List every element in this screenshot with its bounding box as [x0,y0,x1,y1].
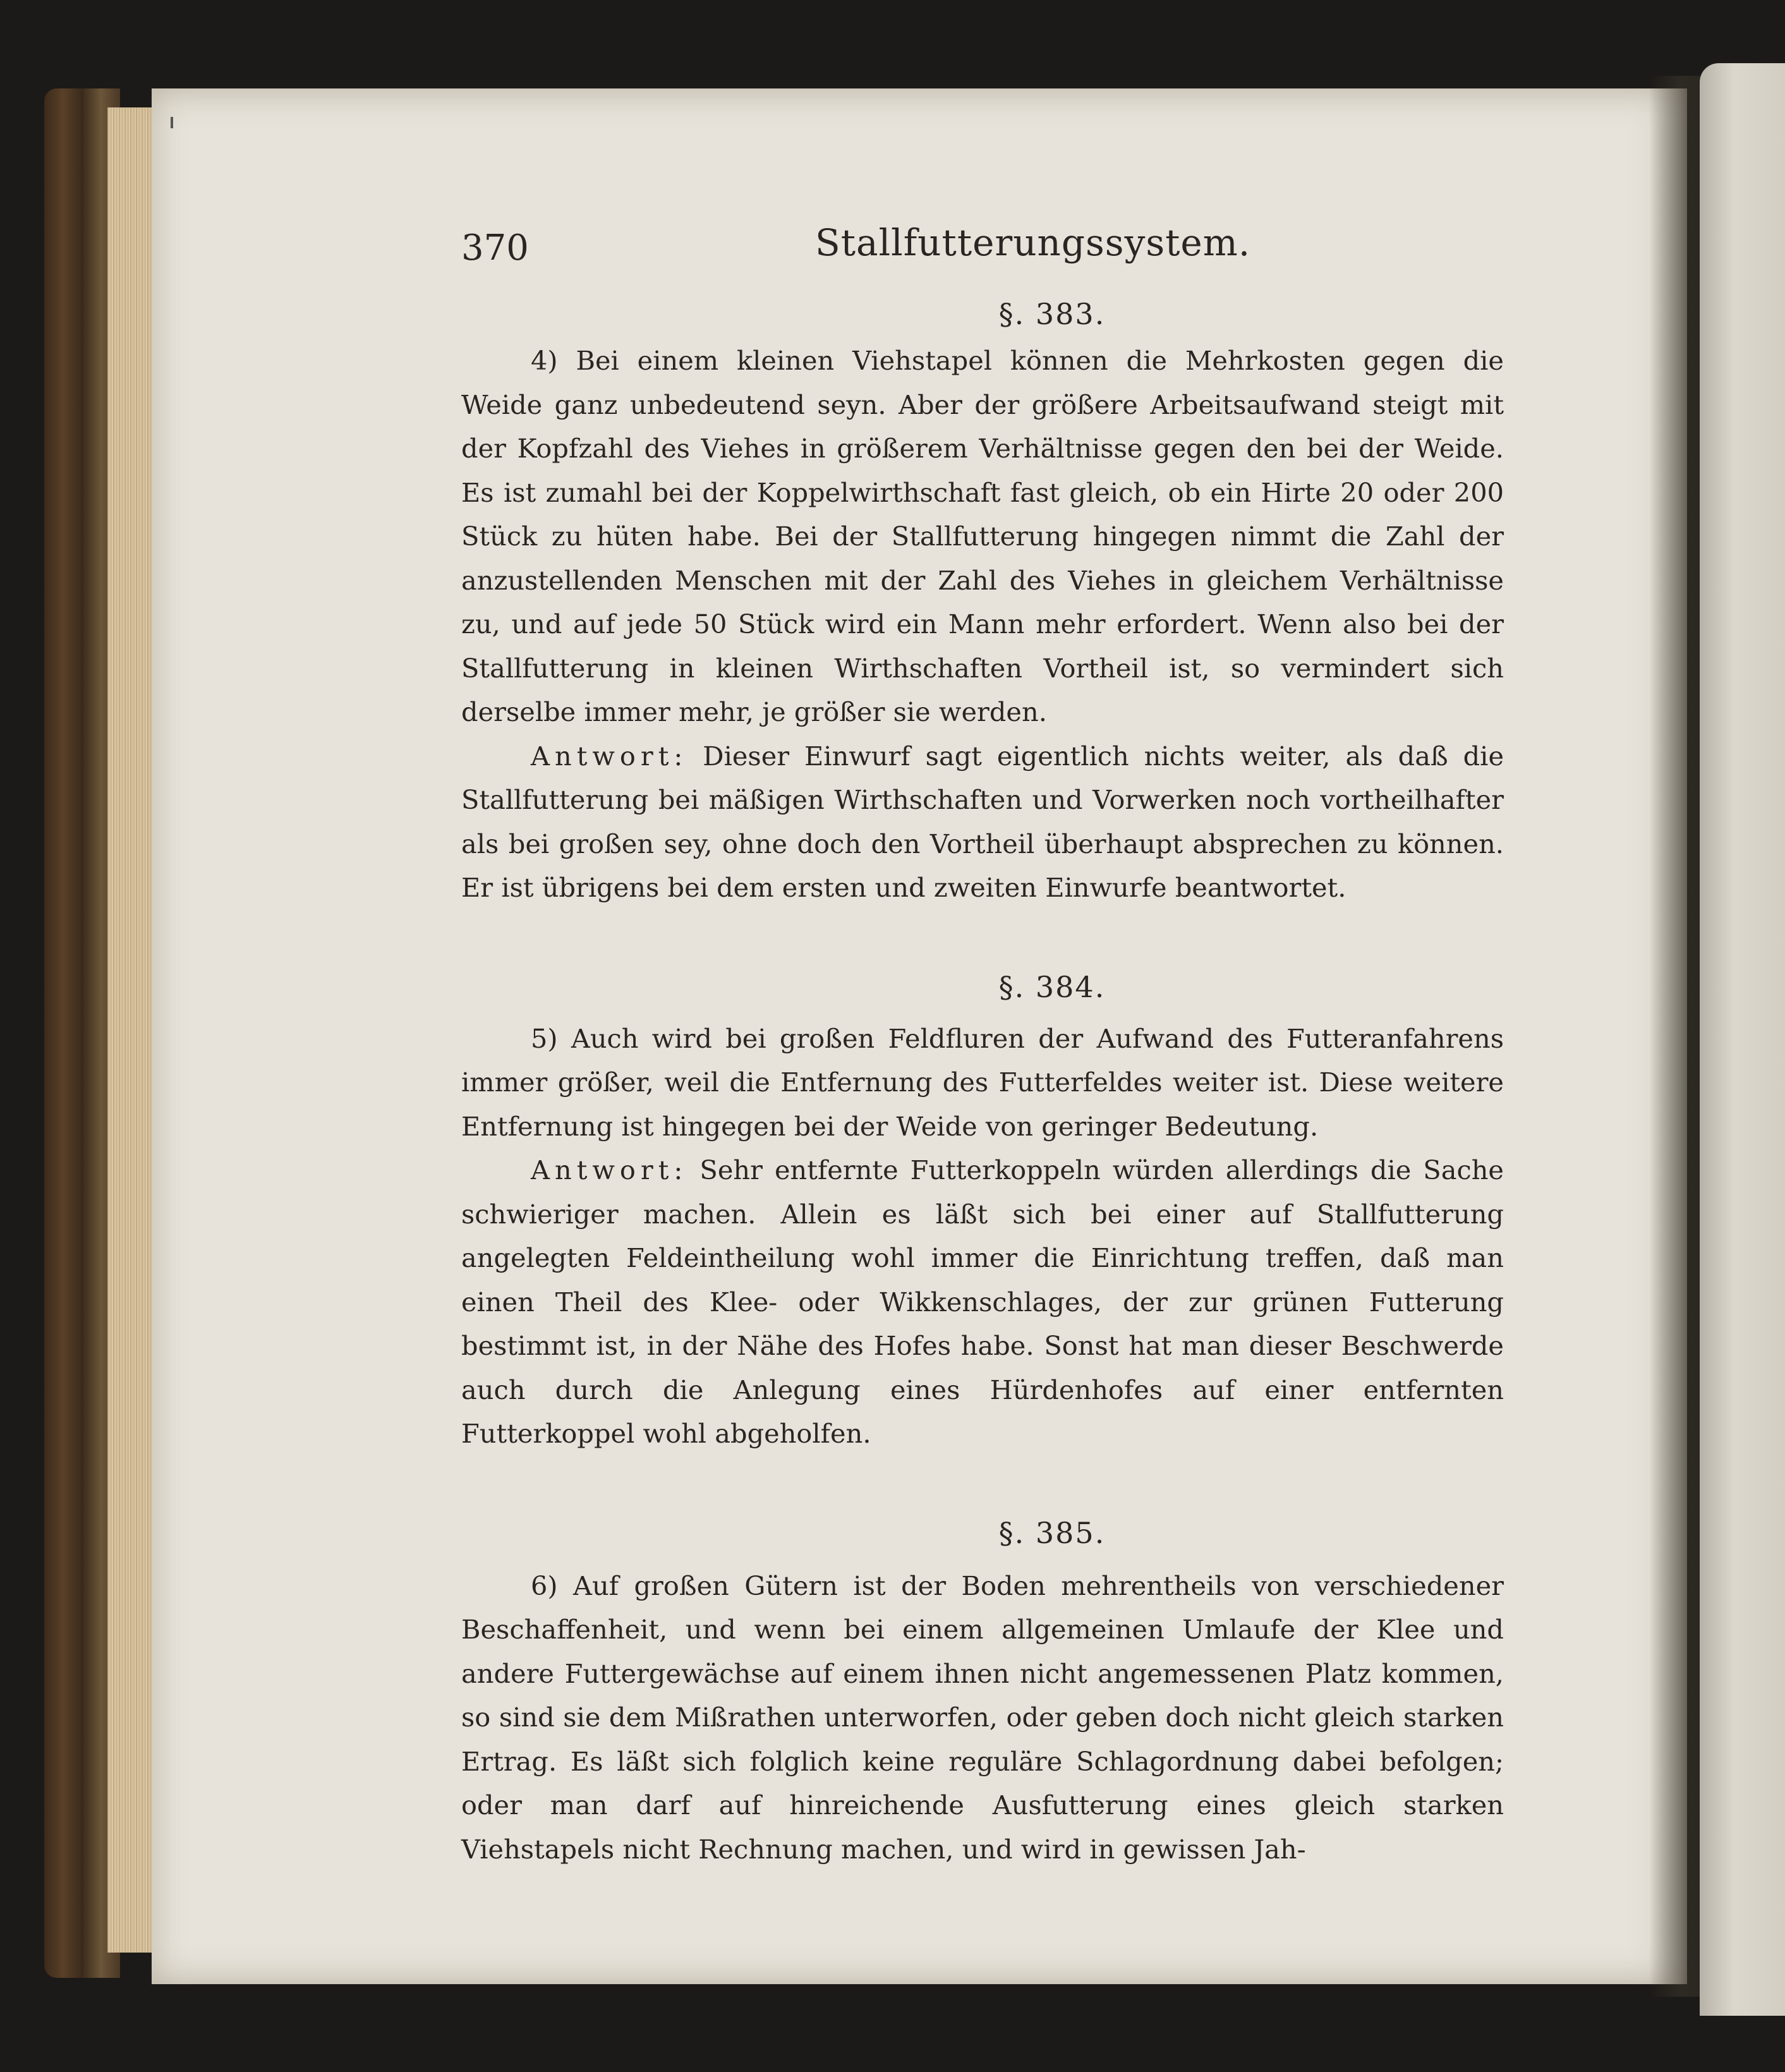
paragraph-text: Dieser Einwurf sagt eigentlich nichts weiter, als daß die Stallfutterung bei mäßigen Wirthschaften und Vorwerken noch vortheilhafter als bei großen sey, ohne doch den Vortheil überhaupt absprechen zu können. Er ist übrigens bei dem ersten und zweiten Einwurfe beantwortet. [461,740,1504,903]
section-heading: §. 384. [998,969,1106,1004]
page-text [461,221,1504,1871]
section-heading: §. 383. [998,297,1106,331]
running-title: Stallfutterungssystem. [815,221,1251,264]
paragraph-text: Sehr entfernte Futterkoppeln würden allerdings die Sache schwieriger machen. Allein es läßt sich bei einer auf Stallfutterung angelegten Feldeintheilung wohl immer die Einrichtung treffen, daß man einen Theil des Klee- oder Wikkenschlages, der zur grünen Futterung bestimmt ist, in der Nähe des Hofes habe. Sonst hat man dieser Beschwerde auch durch die Anlegung eines Hürdenhofes auf einer entfernten Futterkoppel wohl abgeholfen. [461,1154,1504,1449]
paragraph [461,734,1504,910]
paragraph-text: 5) Auch wird bei großen Feldfluren der Aufwand des Futteranfahrens immer größer, weil die Entfernung des Futterfeldes weiter ist. Diese weitere Entfernung ist hingegen bei der Weide von geringer Bedeutung. [461,1022,1504,1142]
paragraph-text: 4) Bei einem kleinen Viehstapel können die Mehrkosten gegen die Weide ganz unbedeutend seyn. Aber der größere Arbeitsaufwand steigt mit der Kopfzahl des Viehes in größerem Verhältnisse gegen den bei der Weide. Es ist zumahl bei der Koppelwirthschaft fast gleich, ob ein Hirte 20 oder 200 Stück zu hüten habe. Bei der Stallfutterung hingegen nimmt die Zahl der anzustellenden Menschen mit der Zahl des Viehes in gleichem Verhältnisse zu, und auf jede 50 Stück wird ein Mann mehr erfordert. Wenn also bei der Stallfutterung in kleinen Wirthschaften Vortheil ist, so vermindert sich derselbe immer mehr, je größer sie werden. [461,345,1504,727]
paragraph-lead: Antwort: [531,740,688,772]
paragraph-text: 6) Auf großen Gütern ist der Boden mehrentheils von verschiedener Beschaffenheit, und wenn bei einem allgemeinen Umlaufe der Klee und andere Futtergewächse auf einem ihnen nicht angemessenen Platz kommen, so sind sie dem Mißrathen unterworfen, oder geben doch nicht gleich starken Ertrag. Es läßt sich folglich keine reguläre Schlagordnung dabei befolgen; oder man darf auf hinreichende Ausfutterung eines gleich starken Viehstapels nicht Rechnung machen, und wird in gewissen Jah- [461,1570,1504,1865]
paragraph [461,1017,1504,1149]
section-heading: §. 385. [998,1515,1106,1550]
page-header [461,221,1504,291]
paragraph [461,1148,1504,1456]
page-mark [171,117,173,128]
paragraph [461,1564,1504,1872]
page-number: 370 [461,227,529,269]
paragraph-lead: Antwort: [531,1154,688,1185]
paragraph [461,339,1504,734]
gutter-shadow [1649,76,1706,1997]
right-page-edge [1700,63,1785,2016]
